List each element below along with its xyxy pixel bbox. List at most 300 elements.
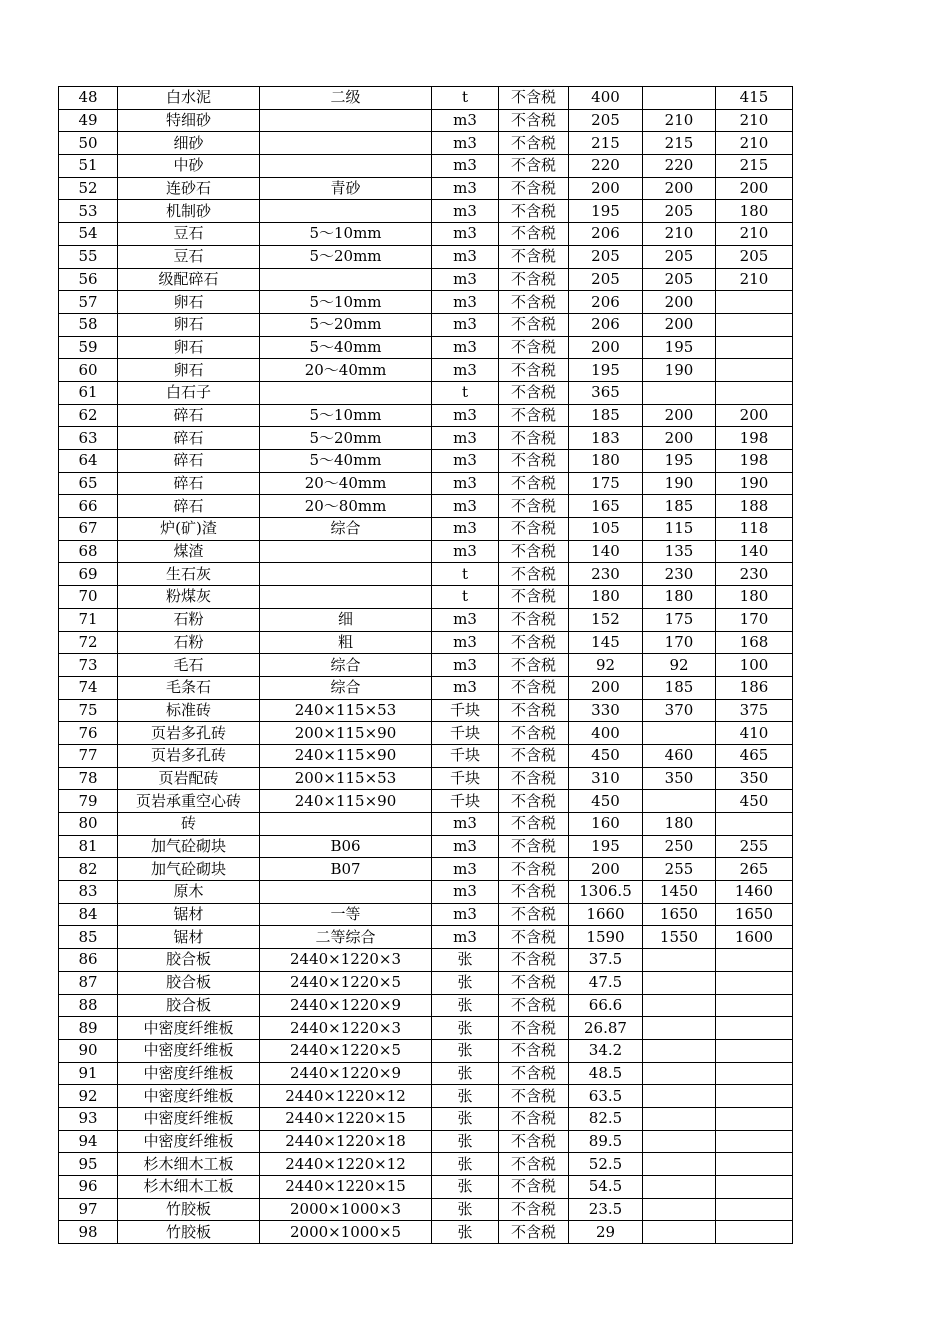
price-3-cell: 210 <box>716 132 793 155</box>
tax-status-cell: 不含税 <box>499 813 569 836</box>
price-3-cell <box>716 1198 793 1221</box>
tax-status-cell: 不含税 <box>499 835 569 858</box>
price-1-cell: 206 <box>569 223 643 246</box>
price-2-cell <box>643 994 716 1017</box>
tax-status-cell: 不含税 <box>499 903 569 926</box>
tax-status-cell: 不含税 <box>499 336 569 359</box>
price-3-cell: 118 <box>716 518 793 541</box>
price-2-cell <box>643 722 716 745</box>
price-1-cell: 206 <box>569 291 643 314</box>
price-3-cell <box>716 1153 793 1176</box>
price-table-body <box>59 87 793 1244</box>
tax-status-cell: 不含税 <box>499 177 569 200</box>
material-name-cell: 页岩承重空心砖 <box>118 790 260 813</box>
price-3-cell: 188 <box>716 495 793 518</box>
unit-cell: m3 <box>432 926 499 949</box>
row-number-cell: 89 <box>59 1017 118 1040</box>
tax-status-cell: 不含税 <box>499 1107 569 1130</box>
price-3-cell <box>716 949 793 972</box>
price-3-cell: 180 <box>716 586 793 609</box>
material-name-cell: 杉木细木工板 <box>118 1153 260 1176</box>
price-3-cell: 198 <box>716 427 793 450</box>
specification-cell: 2440×1220×3 <box>260 949 432 972</box>
tax-status-cell: 不含税 <box>499 200 569 223</box>
unit-cell: m3 <box>432 903 499 926</box>
price-2-cell <box>643 1017 716 1040</box>
price-1-cell: 400 <box>569 722 643 745</box>
price-3-cell: 1600 <box>716 926 793 949</box>
unit-cell: m3 <box>432 495 499 518</box>
material-name-cell: 炉(矿)渣 <box>118 518 260 541</box>
tax-status-cell: 不含税 <box>499 926 569 949</box>
material-name-cell: 级配碎石 <box>118 268 260 291</box>
price-2-cell: 185 <box>643 495 716 518</box>
price-1-cell: 66.6 <box>569 994 643 1017</box>
price-1-cell: 26.87 <box>569 1017 643 1040</box>
price-2-cell: 195 <box>643 336 716 359</box>
unit-cell: m3 <box>432 313 499 336</box>
unit-cell: t <box>432 586 499 609</box>
price-3-cell: 1650 <box>716 903 793 926</box>
tax-status-cell: 不含税 <box>499 744 569 767</box>
price-2-cell: 135 <box>643 540 716 563</box>
unit-cell: 千块 <box>432 722 499 745</box>
unit-cell: 千块 <box>432 744 499 767</box>
price-1-cell: 23.5 <box>569 1198 643 1221</box>
price-2-cell: 200 <box>643 291 716 314</box>
price-2-cell: 195 <box>643 450 716 473</box>
price-2-cell: 460 <box>643 744 716 767</box>
table-row <box>59 586 793 609</box>
unit-cell: 张 <box>432 1039 499 1062</box>
specification-cell: 2440×1220×3 <box>260 1017 432 1040</box>
price-1-cell: 48.5 <box>569 1062 643 1085</box>
table-row <box>59 381 793 404</box>
unit-cell: 张 <box>432 949 499 972</box>
unit-cell: m3 <box>432 200 499 223</box>
price-3-cell <box>716 1039 793 1062</box>
row-number-cell: 78 <box>59 767 118 790</box>
price-1-cell: 200 <box>569 676 643 699</box>
tax-status-cell: 不含税 <box>499 1039 569 1062</box>
price-1-cell: 200 <box>569 177 643 200</box>
tax-status-cell: 不含税 <box>499 994 569 1017</box>
price-1-cell: 165 <box>569 495 643 518</box>
price-2-cell <box>643 1221 716 1244</box>
price-2-cell: 205 <box>643 245 716 268</box>
tax-status-cell: 不含税 <box>499 472 569 495</box>
tax-status-cell: 不含税 <box>499 971 569 994</box>
price-2-cell: 185 <box>643 676 716 699</box>
material-name-cell: 标准砖 <box>118 699 260 722</box>
price-3-cell <box>716 1107 793 1130</box>
material-name-cell: 碎石 <box>118 450 260 473</box>
specification-cell <box>260 155 432 178</box>
specification-cell: 粗 <box>260 631 432 654</box>
unit-cell: m3 <box>432 450 499 473</box>
tax-status-cell: 不含税 <box>499 1153 569 1176</box>
price-1-cell: 215 <box>569 132 643 155</box>
price-1-cell: 54.5 <box>569 1176 643 1199</box>
tax-status-cell: 不含税 <box>499 631 569 654</box>
specification-cell: 240×115×90 <box>260 790 432 813</box>
price-2-cell <box>643 1062 716 1085</box>
price-2-cell: 200 <box>643 177 716 200</box>
unit-cell: m3 <box>432 336 499 359</box>
tax-status-cell: 不含税 <box>499 223 569 246</box>
tax-status-cell: 不含税 <box>499 722 569 745</box>
specification-cell: B07 <box>260 858 432 881</box>
price-1-cell: 200 <box>569 336 643 359</box>
table-row <box>59 949 793 972</box>
price-1-cell: 206 <box>569 313 643 336</box>
table-row <box>59 994 793 1017</box>
specification-cell: 5～10mm <box>260 404 432 427</box>
price-2-cell: 180 <box>643 813 716 836</box>
table-row <box>59 359 793 382</box>
price-3-cell: 450 <box>716 790 793 813</box>
price-2-cell: 190 <box>643 359 716 382</box>
material-name-cell: 白石子 <box>118 381 260 404</box>
price-2-cell: 175 <box>643 608 716 631</box>
price-1-cell: 1590 <box>569 926 643 949</box>
unit-cell: m3 <box>432 404 499 427</box>
tax-status-cell: 不含税 <box>499 518 569 541</box>
unit-cell: m3 <box>432 177 499 200</box>
table-row <box>59 631 793 654</box>
unit-cell: m3 <box>432 676 499 699</box>
table-row <box>59 1176 793 1199</box>
specification-cell: 综合 <box>260 518 432 541</box>
tax-status-cell: 不含税 <box>499 676 569 699</box>
material-name-cell: 生石灰 <box>118 563 260 586</box>
price-3-cell <box>716 359 793 382</box>
table-row <box>59 404 793 427</box>
row-number-cell: 60 <box>59 359 118 382</box>
tax-status-cell: 不含税 <box>499 450 569 473</box>
row-number-cell: 77 <box>59 744 118 767</box>
specification-cell: 20～40mm <box>260 472 432 495</box>
price-1-cell: 175 <box>569 472 643 495</box>
row-number-cell: 81 <box>59 835 118 858</box>
specification-cell: 2440×1220×5 <box>260 971 432 994</box>
price-3-cell: 186 <box>716 676 793 699</box>
price-3-cell <box>716 1176 793 1199</box>
price-3-cell: 170 <box>716 608 793 631</box>
material-name-cell: 竹胶板 <box>118 1198 260 1221</box>
row-number-cell: 69 <box>59 563 118 586</box>
tax-status-cell: 不含税 <box>499 563 569 586</box>
unit-cell: m3 <box>432 881 499 904</box>
row-number-cell: 59 <box>59 336 118 359</box>
specification-cell: 细 <box>260 608 432 631</box>
price-1-cell: 29 <box>569 1221 643 1244</box>
price-2-cell <box>643 1198 716 1221</box>
row-number-cell: 86 <box>59 949 118 972</box>
price-2-cell: 255 <box>643 858 716 881</box>
price-2-cell <box>643 790 716 813</box>
price-2-cell <box>643 971 716 994</box>
table-row <box>59 155 793 178</box>
price-3-cell: 210 <box>716 109 793 132</box>
price-3-cell: 350 <box>716 767 793 790</box>
specification-cell: 二级 <box>260 87 432 110</box>
unit-cell: 张 <box>432 971 499 994</box>
table-row <box>59 540 793 563</box>
price-2-cell: 200 <box>643 313 716 336</box>
price-1-cell: 195 <box>569 200 643 223</box>
material-name-cell: 中砂 <box>118 155 260 178</box>
price-2-cell: 370 <box>643 699 716 722</box>
tax-status-cell: 不含税 <box>499 608 569 631</box>
material-name-cell: 加气砼砌块 <box>118 835 260 858</box>
unit-cell: m3 <box>432 608 499 631</box>
table-row <box>59 1062 793 1085</box>
price-2-cell: 200 <box>643 427 716 450</box>
price-1-cell: 195 <box>569 835 643 858</box>
unit-cell: m3 <box>432 109 499 132</box>
unit-cell: m3 <box>432 245 499 268</box>
material-name-cell: 卵石 <box>118 313 260 336</box>
table-row <box>59 654 793 677</box>
price-1-cell: 365 <box>569 381 643 404</box>
row-number-cell: 52 <box>59 177 118 200</box>
specification-cell: 5～40mm <box>260 336 432 359</box>
material-name-cell: 石粉 <box>118 631 260 654</box>
row-number-cell: 53 <box>59 200 118 223</box>
table-row <box>59 790 793 813</box>
material-name-cell: 豆石 <box>118 223 260 246</box>
table-row <box>59 109 793 132</box>
specification-cell: 2440×1220×9 <box>260 1062 432 1085</box>
table-row <box>59 903 793 926</box>
tax-status-cell: 不含税 <box>499 790 569 813</box>
price-1-cell: 310 <box>569 767 643 790</box>
table-row <box>59 1017 793 1040</box>
price-1-cell: 330 <box>569 699 643 722</box>
price-3-cell: 200 <box>716 177 793 200</box>
table-row <box>59 1221 793 1244</box>
material-name-cell: 中密度纤维板 <box>118 1062 260 1085</box>
tax-status-cell: 不含税 <box>499 1130 569 1153</box>
table-row <box>59 1153 793 1176</box>
unit-cell: m3 <box>432 132 499 155</box>
row-number-cell: 56 <box>59 268 118 291</box>
price-3-cell: 210 <box>716 223 793 246</box>
price-2-cell: 92 <box>643 654 716 677</box>
unit-cell: 千块 <box>432 699 499 722</box>
price-1-cell: 195 <box>569 359 643 382</box>
tax-status-cell: 不含税 <box>499 495 569 518</box>
unit-cell: 张 <box>432 1176 499 1199</box>
table-row <box>59 472 793 495</box>
price-3-cell: 230 <box>716 563 793 586</box>
specification-cell: 2440×1220×18 <box>260 1130 432 1153</box>
row-number-cell: 83 <box>59 881 118 904</box>
unit-cell: m3 <box>432 427 499 450</box>
price-table <box>58 86 793 1244</box>
tax-status-cell: 不含税 <box>499 245 569 268</box>
specification-cell <box>260 540 432 563</box>
unit-cell: t <box>432 381 499 404</box>
tax-status-cell: 不含税 <box>499 1017 569 1040</box>
price-1-cell: 140 <box>569 540 643 563</box>
unit-cell: m3 <box>432 291 499 314</box>
table-row <box>59 608 793 631</box>
table-row <box>59 563 793 586</box>
price-1-cell: 52.5 <box>569 1153 643 1176</box>
price-3-cell: 255 <box>716 835 793 858</box>
price-2-cell: 1450 <box>643 881 716 904</box>
table-row <box>59 518 793 541</box>
price-1-cell: 200 <box>569 858 643 881</box>
price-3-cell: 205 <box>716 245 793 268</box>
price-2-cell: 1550 <box>643 926 716 949</box>
unit-cell: 千块 <box>432 767 499 790</box>
row-number-cell: 87 <box>59 971 118 994</box>
price-3-cell: 180 <box>716 200 793 223</box>
price-2-cell <box>643 381 716 404</box>
row-number-cell: 82 <box>59 858 118 881</box>
price-1-cell: 92 <box>569 654 643 677</box>
specification-cell: 一等 <box>260 903 432 926</box>
material-name-cell: 石粉 <box>118 608 260 631</box>
row-number-cell: 58 <box>59 313 118 336</box>
tax-status-cell: 不含税 <box>499 540 569 563</box>
specification-cell: 5～20mm <box>260 313 432 336</box>
material-name-cell: 碎石 <box>118 472 260 495</box>
unit-cell: m3 <box>432 223 499 246</box>
price-1-cell: 230 <box>569 563 643 586</box>
specification-cell: 二等综合 <box>260 926 432 949</box>
table-row <box>59 1085 793 1108</box>
price-2-cell: 115 <box>643 518 716 541</box>
unit-cell: m3 <box>432 472 499 495</box>
table-row <box>59 313 793 336</box>
price-2-cell <box>643 87 716 110</box>
price-3-cell: 168 <box>716 631 793 654</box>
tax-status-cell: 不含税 <box>499 767 569 790</box>
unit-cell: m3 <box>432 268 499 291</box>
specification-cell: 2440×1220×15 <box>260 1176 432 1199</box>
material-name-cell: 锯材 <box>118 926 260 949</box>
tax-status-cell: 不含税 <box>499 1085 569 1108</box>
table-row <box>59 1198 793 1221</box>
table-row <box>59 926 793 949</box>
row-number-cell: 61 <box>59 381 118 404</box>
table-row <box>59 835 793 858</box>
unit-cell: 张 <box>432 1198 499 1221</box>
table-row <box>59 699 793 722</box>
table-row <box>59 87 793 110</box>
specification-cell <box>260 132 432 155</box>
price-1-cell: 105 <box>569 518 643 541</box>
price-2-cell: 350 <box>643 767 716 790</box>
row-number-cell: 75 <box>59 699 118 722</box>
table-row <box>59 676 793 699</box>
material-name-cell: 中密度纤维板 <box>118 1017 260 1040</box>
row-number-cell: 97 <box>59 1198 118 1221</box>
price-3-cell: 140 <box>716 540 793 563</box>
row-number-cell: 66 <box>59 495 118 518</box>
tax-status-cell: 不含税 <box>499 949 569 972</box>
tax-status-cell: 不含税 <box>499 858 569 881</box>
price-3-cell: 415 <box>716 87 793 110</box>
unit-cell: 张 <box>432 1085 499 1108</box>
price-3-cell <box>716 313 793 336</box>
row-number-cell: 62 <box>59 404 118 427</box>
material-name-cell: 砖 <box>118 813 260 836</box>
row-number-cell: 76 <box>59 722 118 745</box>
tax-status-cell: 不含税 <box>499 699 569 722</box>
price-2-cell: 210 <box>643 223 716 246</box>
price-1-cell: 205 <box>569 245 643 268</box>
specification-cell: 5～10mm <box>260 291 432 314</box>
table-row <box>59 268 793 291</box>
price-2-cell: 170 <box>643 631 716 654</box>
tax-status-cell: 不含税 <box>499 1062 569 1085</box>
tax-status-cell: 不含税 <box>499 109 569 132</box>
specification-cell: 20～40mm <box>260 359 432 382</box>
row-number-cell: 48 <box>59 87 118 110</box>
material-name-cell: 卵石 <box>118 336 260 359</box>
specification-cell: 200×115×53 <box>260 767 432 790</box>
table-row <box>59 1039 793 1062</box>
material-name-cell: 特细砂 <box>118 109 260 132</box>
table-row <box>59 450 793 473</box>
table-row <box>59 427 793 450</box>
row-number-cell: 64 <box>59 450 118 473</box>
price-2-cell: 210 <box>643 109 716 132</box>
row-number-cell: 95 <box>59 1153 118 1176</box>
unit-cell: 张 <box>432 1017 499 1040</box>
tax-status-cell: 不含税 <box>499 381 569 404</box>
specification-cell: 5～10mm <box>260 223 432 246</box>
tax-status-cell: 不含税 <box>499 586 569 609</box>
unit-cell: 张 <box>432 1221 499 1244</box>
row-number-cell: 71 <box>59 608 118 631</box>
material-name-cell: 中密度纤维板 <box>118 1085 260 1108</box>
specification-cell <box>260 563 432 586</box>
tax-status-cell: 不含税 <box>499 291 569 314</box>
price-2-cell <box>643 1107 716 1130</box>
price-2-cell: 230 <box>643 563 716 586</box>
tax-status-cell: 不含税 <box>499 155 569 178</box>
price-3-cell <box>716 336 793 359</box>
specification-cell <box>260 381 432 404</box>
specification-cell: 240×115×53 <box>260 699 432 722</box>
price-1-cell: 450 <box>569 790 643 813</box>
price-2-cell <box>643 1176 716 1199</box>
material-name-cell: 胶合板 <box>118 994 260 1017</box>
price-1-cell: 220 <box>569 155 643 178</box>
row-number-cell: 84 <box>59 903 118 926</box>
material-name-cell: 加气砼砌块 <box>118 858 260 881</box>
row-number-cell: 88 <box>59 994 118 1017</box>
price-3-cell <box>716 381 793 404</box>
row-number-cell: 65 <box>59 472 118 495</box>
price-2-cell <box>643 1085 716 1108</box>
row-number-cell: 50 <box>59 132 118 155</box>
unit-cell: 张 <box>432 1107 499 1130</box>
row-number-cell: 67 <box>59 518 118 541</box>
price-2-cell: 205 <box>643 200 716 223</box>
price-1-cell: 180 <box>569 450 643 473</box>
table-row <box>59 858 793 881</box>
material-name-cell: 细砂 <box>118 132 260 155</box>
price-1-cell: 183 <box>569 427 643 450</box>
specification-cell: 综合 <box>260 676 432 699</box>
